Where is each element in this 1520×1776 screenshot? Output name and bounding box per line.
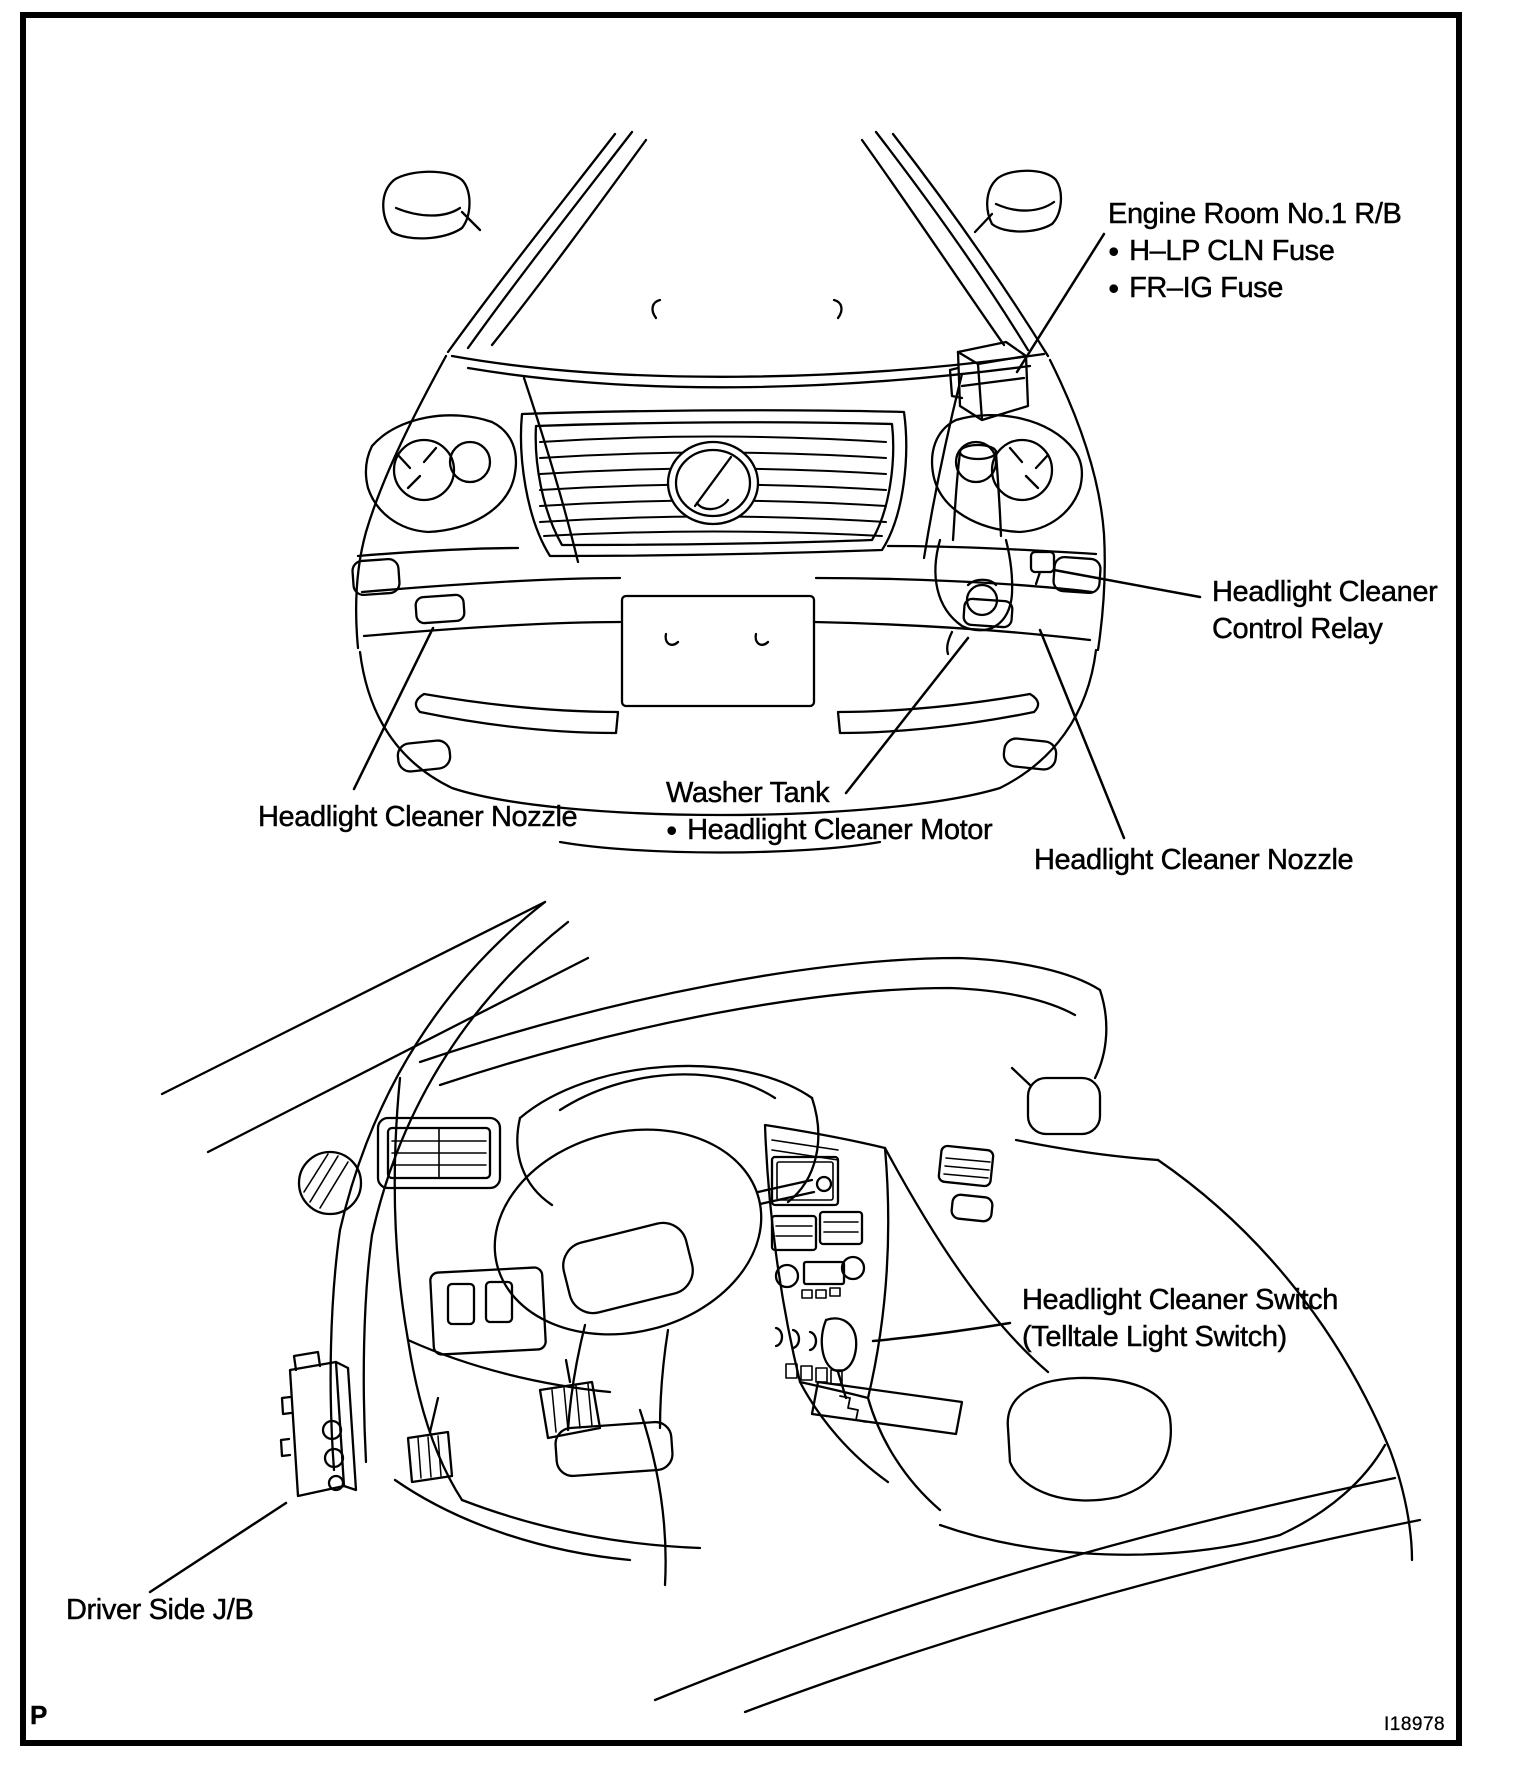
rearview-mirror (1012, 1068, 1100, 1134)
leader-driver-jb (150, 1503, 286, 1592)
figure-code: I18978 (1384, 1714, 1446, 1735)
bullet-icon: ● (1108, 241, 1120, 262)
leader-nozzle-right (1040, 630, 1124, 838)
front-view-leader-lines (354, 234, 1200, 838)
headlight-cleaner-relay (1031, 552, 1054, 584)
leader-engine-rb (1017, 234, 1104, 372)
engine-room-rb-label (1108, 196, 1401, 307)
dashboard-top (420, 958, 1412, 1560)
dash-left-vents (299, 1078, 700, 1548)
headlight-cleaner-nozzle-left (415, 594, 465, 623)
driver-jb-label: Driver Side J/B (66, 1594, 254, 1626)
washer-tank-title: Washer Tank (666, 777, 830, 809)
engine-room-rb-box (950, 342, 1028, 420)
bullet-icon: ● (1108, 278, 1120, 299)
engine-room-rb-item-2: FR–IG Fuse (1129, 272, 1284, 304)
floor-lines (655, 1478, 1420, 1712)
front-view-drawing (352, 132, 1200, 853)
lexus-emblem-icon (668, 442, 758, 524)
nozzle-left-label: Headlight Cleaner Nozzle (258, 801, 578, 833)
center-stack (765, 1125, 994, 1398)
interior-leader-lines (150, 1323, 1010, 1592)
page-marker: P (30, 1700, 48, 1730)
license-plate (622, 596, 814, 706)
interior-a-pillar (162, 902, 588, 1470)
cleaner-switch-label: Headlight Cleaner Switch (Telltale Light Switch) (1022, 1284, 1339, 1353)
a-pillars (448, 132, 1048, 356)
control-relay-label: Headlight Cleaner Control Relay (1212, 576, 1438, 645)
engine-room-rb-title: Engine Room No.1 R/B (1108, 198, 1402, 230)
armrest (940, 1378, 1385, 1555)
leader-cleaner-switch (873, 1323, 1010, 1341)
steering-wheel (473, 1102, 831, 1477)
nozzle-right-label: Headlight Cleaner Nozzle (1034, 844, 1354, 876)
cleaner-switch-buttons (776, 1328, 816, 1350)
shifter-console (776, 1148, 1048, 1510)
engine-room-rb-item-1: H–LP CLN Fuse (1129, 235, 1335, 267)
side-mirror-left (383, 172, 480, 239)
side-mirror-right (975, 171, 1061, 232)
leader-washer-tank (846, 638, 968, 793)
bullet-icon: ● (666, 820, 678, 841)
washer-tank-item-1: Headlight Cleaner Motor (687, 814, 993, 846)
washer-tank-label (666, 775, 992, 849)
driver-side-jb-box (281, 1352, 356, 1496)
leader-nozzle-left (354, 628, 433, 789)
shift-knob (822, 1318, 856, 1371)
